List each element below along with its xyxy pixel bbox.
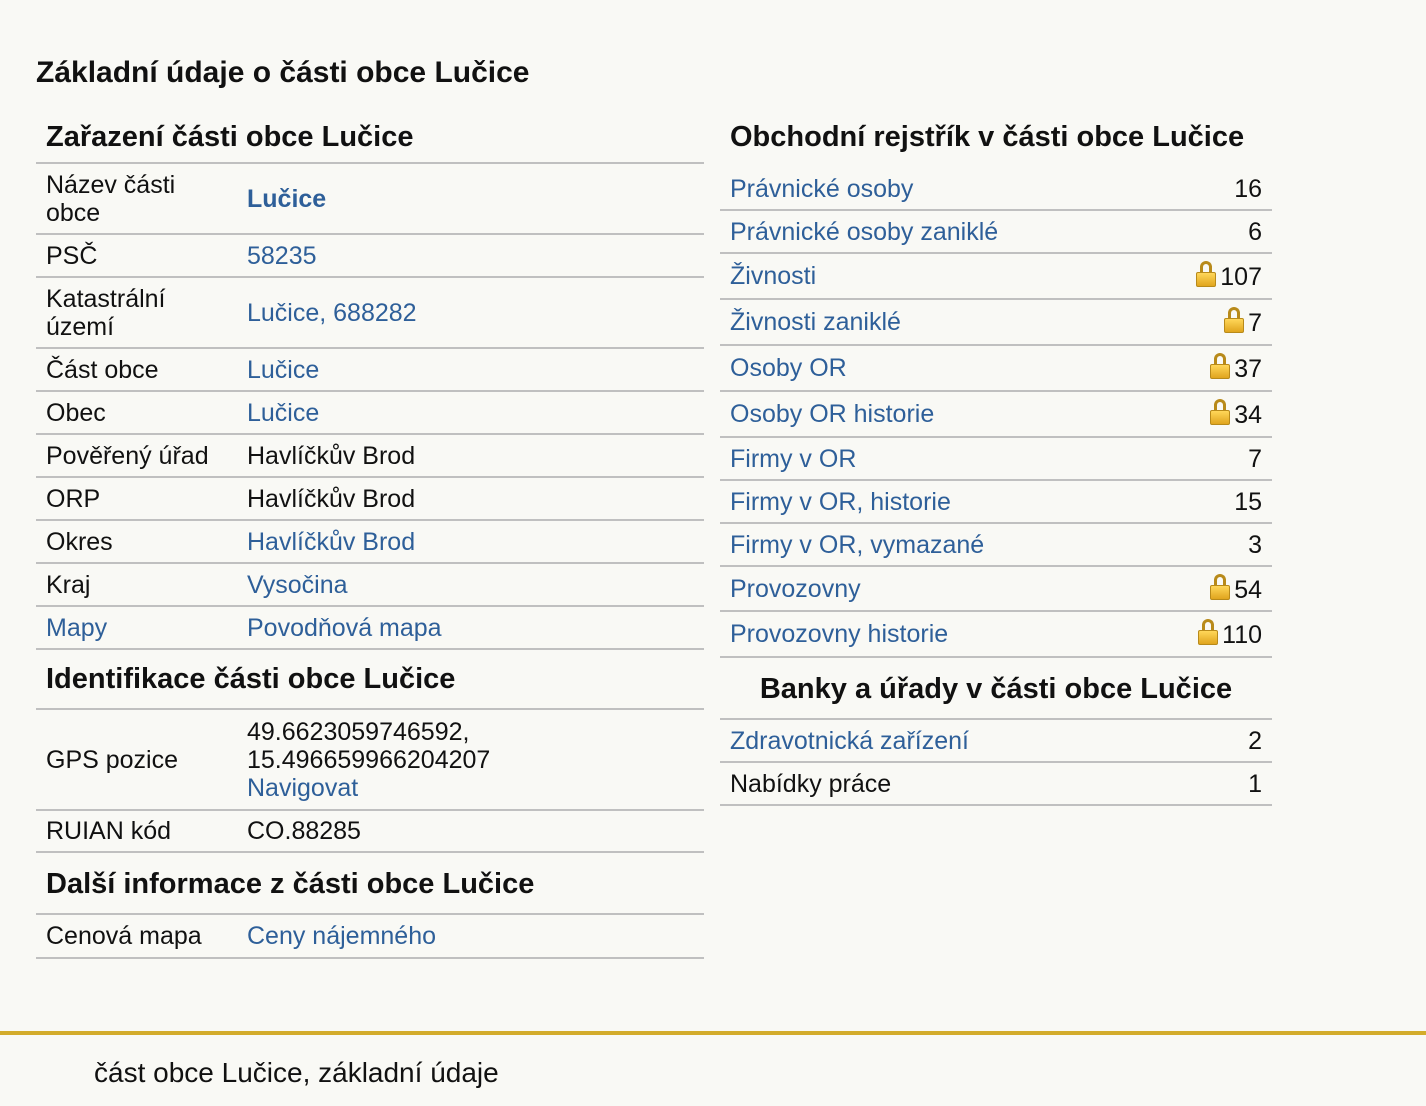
row-label: PSČ <box>36 234 237 277</box>
pravnicke-osoby-zanikle-link[interactable]: Právnické osoby zaniklé <box>730 217 999 246</box>
count: 34 <box>1234 401 1262 429</box>
count: 15 <box>1145 480 1272 523</box>
lock-icon <box>1210 399 1230 425</box>
table-row <box>36 606 704 649</box>
table-row <box>36 434 704 477</box>
rejstrik-table <box>720 168 1272 658</box>
row-label: Katastrální území <box>36 277 237 348</box>
lock-icon <box>1210 574 1230 600</box>
katastralni-uzemi-link[interactable]: Lučice, 688282 <box>247 298 417 327</box>
row-label: Kraj <box>36 563 237 606</box>
row-label: Název části obce <box>36 164 237 234</box>
zarazeni-table <box>36 164 704 650</box>
nabidky-prace-label: Nabídky práce <box>720 762 1208 805</box>
identifikace-table <box>36 710 704 853</box>
table-row <box>36 915 704 958</box>
table-row <box>720 391 1272 437</box>
count: 6 <box>1145 210 1272 253</box>
table-row <box>36 810 704 852</box>
count: 2 <box>1208 720 1272 762</box>
count: 37 <box>1234 355 1262 383</box>
table-row <box>720 480 1272 523</box>
right-column <box>720 112 1272 806</box>
mapy-link[interactable]: Mapy <box>46 613 108 642</box>
orp-value: Havlíčkův Brod <box>237 477 704 520</box>
count: 16 <box>1145 168 1272 210</box>
table-row <box>36 520 704 563</box>
footer-divider <box>0 1031 1426 1035</box>
firmy-v-or-historie-link[interactable]: Firmy v OR, historie <box>730 487 951 516</box>
zivnosti-zanikle-link[interactable]: Živnosti zaniklé <box>730 308 901 336</box>
lock-icon <box>1224 307 1244 333</box>
navigovat-link[interactable]: Navigovat <box>247 773 359 802</box>
count: 107 <box>1220 263 1262 291</box>
row-label: GPS pozice <box>36 710 237 810</box>
table-row <box>720 611 1272 657</box>
pravnicke-osoby-link[interactable]: Právnické osoby <box>730 174 914 203</box>
table-row <box>720 566 1272 611</box>
table-row <box>36 710 704 810</box>
firmy-v-or-link[interactable]: Firmy v OR <box>730 444 857 473</box>
lock-icon <box>1198 619 1218 645</box>
left-column <box>36 112 704 959</box>
table-row <box>720 523 1272 566</box>
row-label: Okres <box>36 520 237 563</box>
ruian-value: CO.88285 <box>237 810 704 852</box>
osoby-or-historie-link[interactable]: Osoby OR historie <box>730 400 935 428</box>
firmy-v-or-vymazane-link[interactable]: Firmy v OR, vymazané <box>730 530 985 559</box>
identifikace-section-title: Identifikace části obce Lučice <box>36 650 704 710</box>
kraj-link[interactable]: Vysočina <box>247 570 348 599</box>
provozovny-link[interactable]: Provozovny <box>730 574 861 603</box>
dalsi-table <box>36 915 704 959</box>
zdravotnicka-zarizeni-link[interactable]: Zdravotnická zařízení <box>730 726 969 755</box>
table-row <box>720 299 1272 345</box>
povodnova-mapa-link[interactable]: Povodňová mapa <box>247 613 442 642</box>
count: 3 <box>1145 523 1272 566</box>
table-row <box>36 348 704 391</box>
table-row <box>720 345 1272 391</box>
psc-link[interactable]: 58235 <box>247 241 317 270</box>
rejstrik-section-title: Obchodní rejstřík v části obce Lučice <box>730 121 1245 153</box>
zarazeni-section-title: Zařazení části obce Lučice <box>36 112 704 164</box>
row-label: Pověřený úřad <box>36 434 237 477</box>
count: 54 <box>1234 575 1262 604</box>
table-row <box>36 477 704 520</box>
zivnosti-link[interactable]: Živnosti <box>730 262 817 290</box>
table-row <box>720 210 1272 253</box>
banky-table <box>720 720 1272 806</box>
table-row <box>720 762 1272 805</box>
osoby-or-link[interactable]: Osoby OR <box>730 354 847 382</box>
table-row <box>36 234 704 277</box>
row-label: Cenová mapa <box>36 915 237 958</box>
lock-icon <box>1196 261 1216 287</box>
row-label: Obec <box>36 391 237 434</box>
table-row <box>36 563 704 606</box>
count: 7 <box>1145 437 1272 480</box>
povereny-urad-value: Havlíčkův Brod <box>237 434 704 477</box>
page-title: Základní údaje o části obce Lučice <box>36 56 530 89</box>
count: 1 <box>1208 762 1272 805</box>
provozovny-historie-link[interactable]: Provozovny historie <box>730 620 949 648</box>
table-row <box>36 164 704 234</box>
dalsi-section-title: Další informace z části obce Lučice <box>36 853 704 915</box>
okres-link[interactable]: Havlíčkův Brod <box>247 527 416 556</box>
table-row <box>720 253 1272 299</box>
cast-obce-link[interactable]: Lučice <box>247 355 320 384</box>
footer-text: část obce Lučice, základní údaje <box>94 1057 499 1088</box>
table-row <box>36 391 704 434</box>
table-row <box>720 168 1272 210</box>
lock-icon <box>1210 353 1230 379</box>
row-label: Část obce <box>36 348 237 391</box>
row-label: ORP <box>36 477 237 520</box>
gps-coordinates: 49.6623059746592, 15.496659966204207 <box>247 717 491 774</box>
table-row <box>720 720 1272 762</box>
row-label: RUIAN kód <box>36 810 237 852</box>
table-row <box>720 437 1272 480</box>
count: 7 <box>1248 309 1262 337</box>
ceny-najemneho-link[interactable]: Ceny nájemného <box>247 922 437 950</box>
table-row <box>36 277 704 348</box>
nazev-casti-obce-link[interactable]: Lučice <box>247 184 327 213</box>
count: 110 <box>1222 621 1262 649</box>
obec-link[interactable]: Lučice <box>247 398 320 427</box>
banky-section-title: Banky a úřady v části obce Lučice <box>720 658 1272 720</box>
